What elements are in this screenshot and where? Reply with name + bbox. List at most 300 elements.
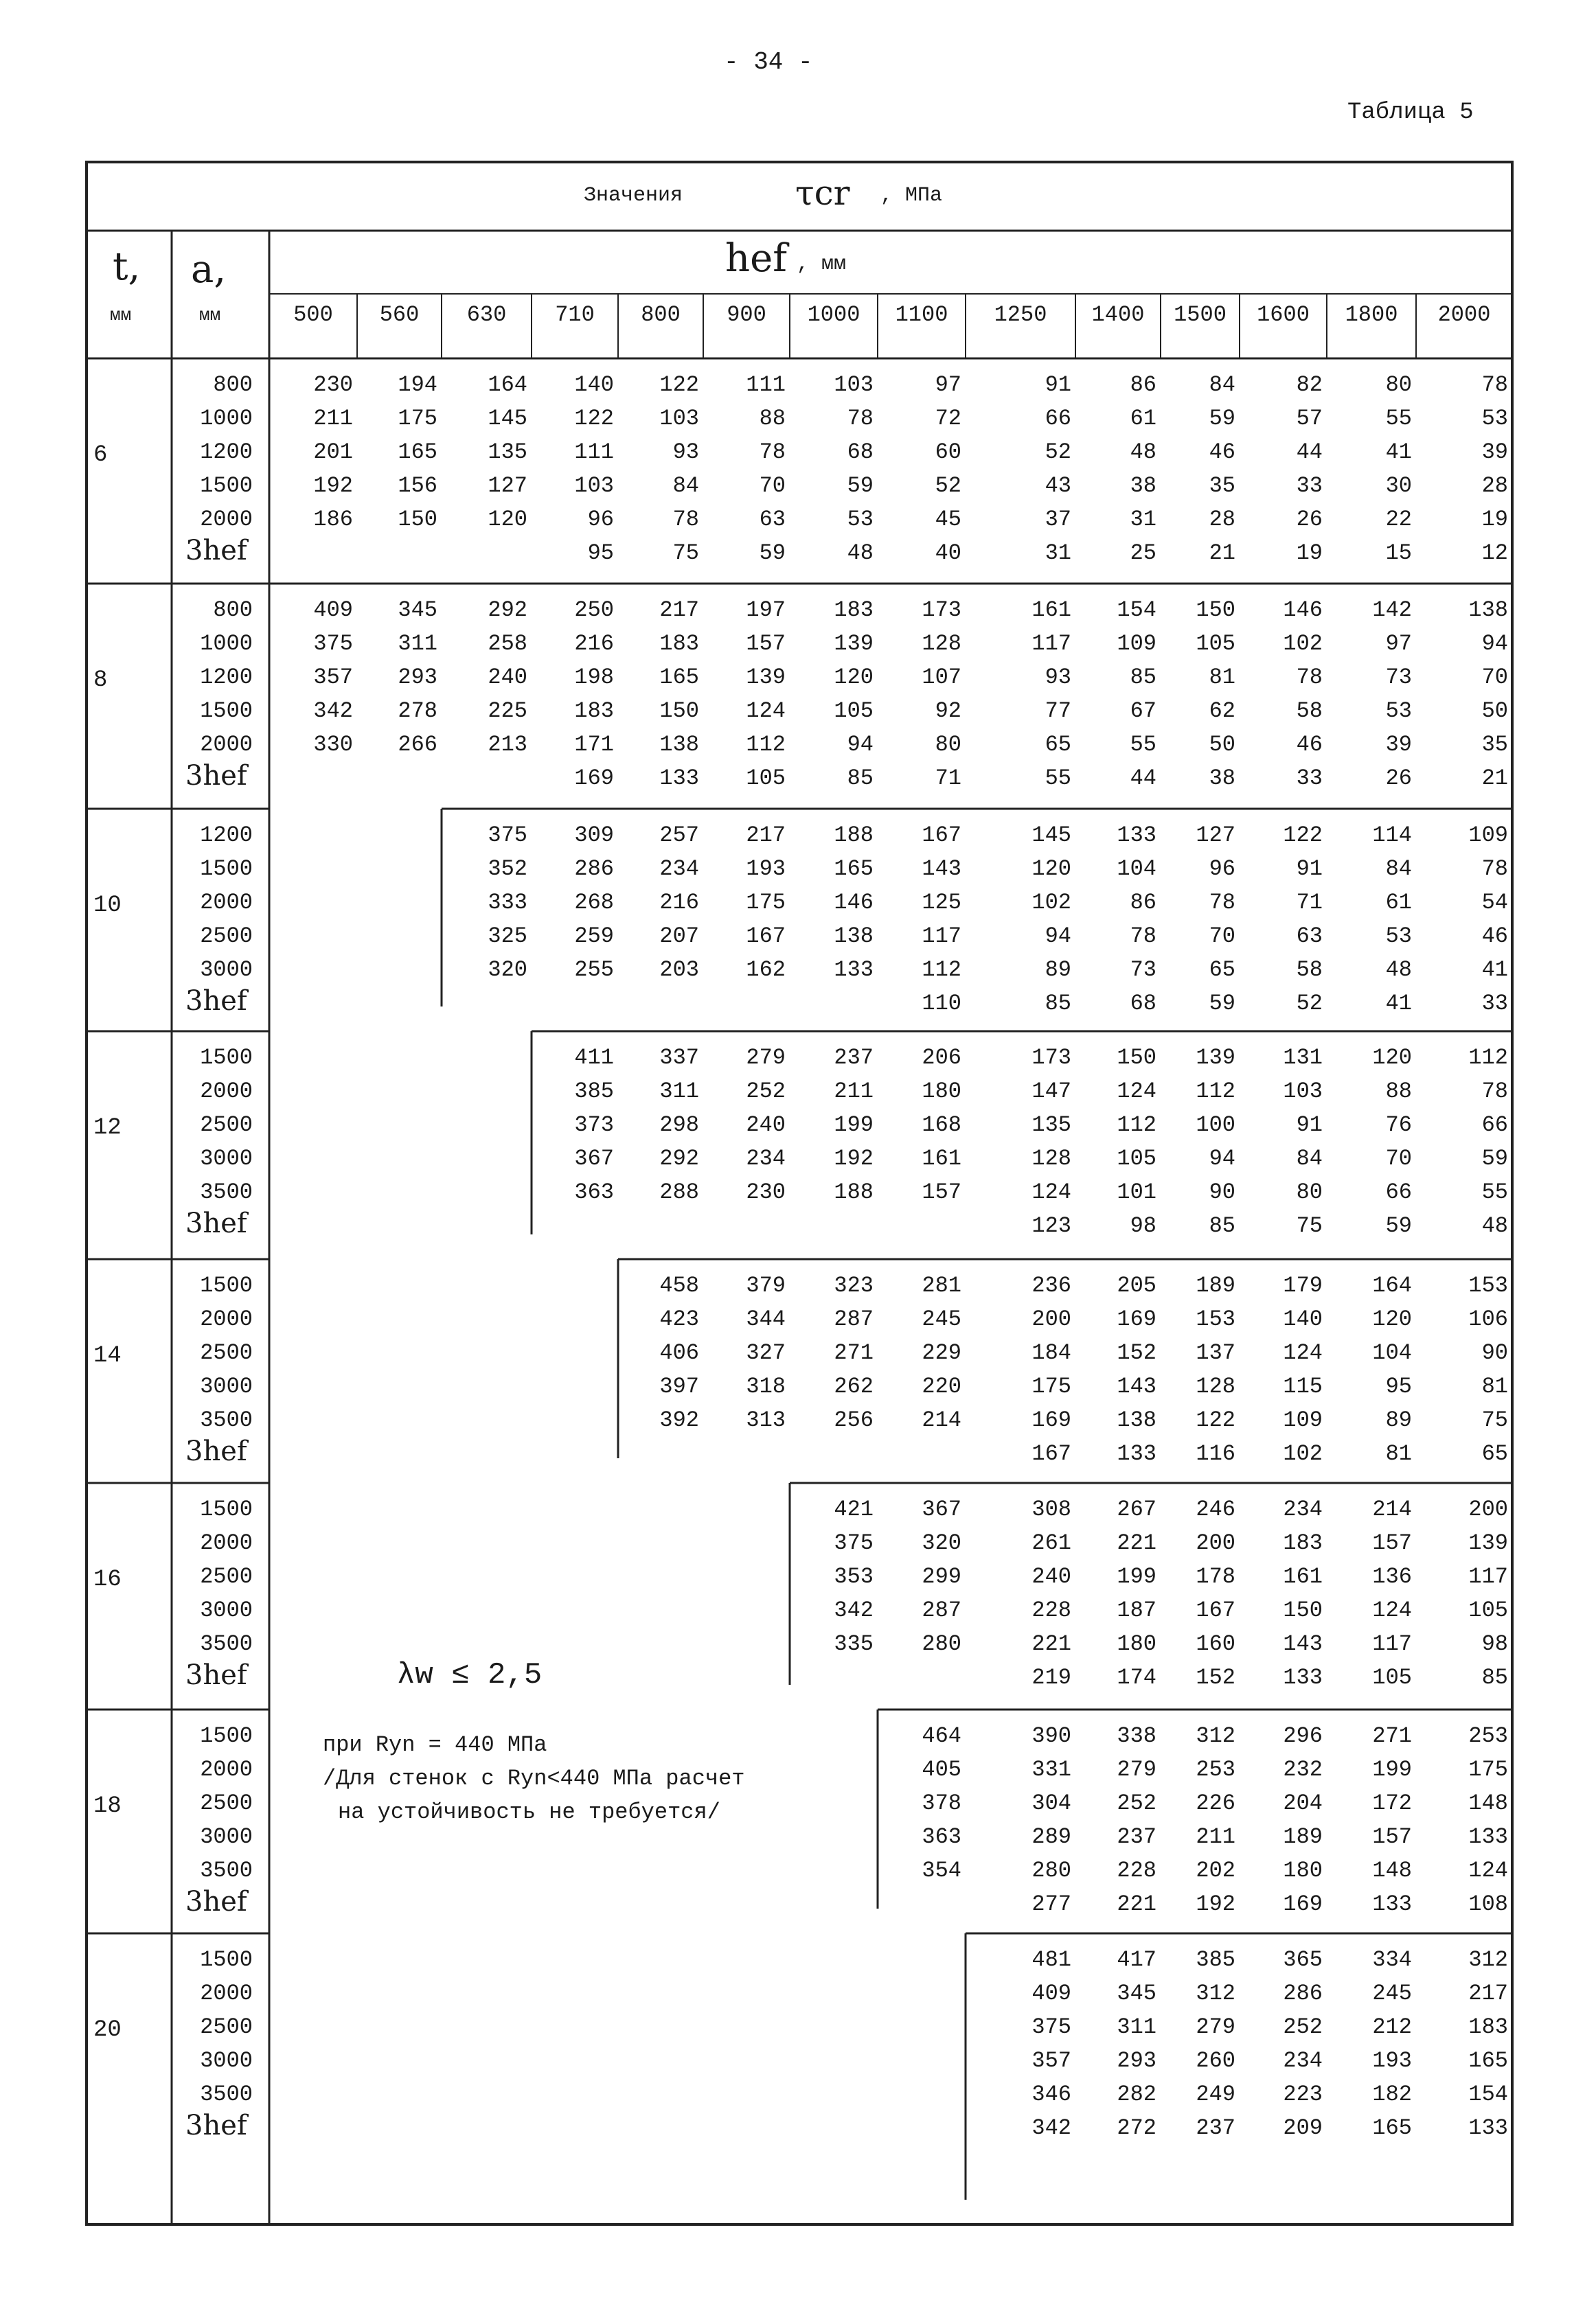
cell-t20-r3-c11: 234 bbox=[1283, 2048, 1323, 2073]
cell-t10-r1-c6: 165 bbox=[834, 856, 874, 882]
cell-t14-r4-c9: 138 bbox=[1117, 1407, 1156, 1433]
cell-t6-r2-c1: 165 bbox=[398, 439, 437, 465]
cell-t12-r0-c8: 173 bbox=[1031, 1045, 1071, 1070]
cell-t16-r1-c10: 200 bbox=[1196, 1530, 1235, 1556]
cell-t18-r0-c8: 390 bbox=[1031, 1723, 1071, 1749]
cell-t6-r0-c13: 78 bbox=[1481, 372, 1508, 398]
cell-t18-r2-c10: 226 bbox=[1196, 1791, 1235, 1816]
cell-t14-r0-c9: 205 bbox=[1117, 1273, 1156, 1298]
cell-t6-r4-c13: 19 bbox=[1481, 507, 1508, 532]
cell-t10-r4-c9: 73 bbox=[1130, 957, 1156, 982]
cell-t8-r1-c3: 216 bbox=[574, 631, 614, 656]
cell-t10-r2-c7: 125 bbox=[922, 890, 961, 915]
cell-t16-r2-c12: 136 bbox=[1372, 1564, 1412, 1589]
cell-t18-r4-c13: 124 bbox=[1468, 1858, 1508, 1883]
cell-t8-r1-c12: 97 bbox=[1385, 631, 1412, 656]
spacing-16-2000: 2000 bbox=[200, 1530, 253, 1556]
spacing-6-2000: 2000 bbox=[200, 507, 253, 532]
cell-t10-r3-c11: 63 bbox=[1296, 923, 1323, 949]
cell-t12-r3-c4: 292 bbox=[659, 1146, 699, 1171]
cell-t6-r4-c6: 53 bbox=[847, 507, 874, 532]
cell-t14-r4-c8: 169 bbox=[1031, 1407, 1071, 1433]
cell-t12-r3-c10: 94 bbox=[1209, 1146, 1235, 1171]
cell-t14-r3-c9: 143 bbox=[1117, 1374, 1156, 1399]
cell-t12-r3-c11: 84 bbox=[1296, 1146, 1323, 1171]
cell-t14-r3-c12: 95 bbox=[1385, 1374, 1412, 1399]
cell-t16-r5-c12: 105 bbox=[1372, 1665, 1412, 1690]
cell-t14-r5-c13: 65 bbox=[1481, 1441, 1508, 1466]
cell-t8-r2-c12: 73 bbox=[1385, 665, 1412, 690]
hef-col-2000: 2000 bbox=[1437, 302, 1491, 327]
cell-t14-r2-c8: 184 bbox=[1031, 1340, 1071, 1366]
cell-t6-r3-c9: 38 bbox=[1130, 473, 1156, 498]
spacing-14-3000: 3000 bbox=[200, 1374, 253, 1399]
cell-t10-r3-c5: 167 bbox=[746, 923, 786, 949]
cell-t8-r2-c2: 240 bbox=[488, 665, 527, 690]
cell-t6-r2-c12: 41 bbox=[1385, 439, 1412, 465]
cell-t8-r1-c6: 139 bbox=[834, 631, 874, 656]
cell-t18-r4-c9: 228 bbox=[1117, 1858, 1156, 1883]
cell-t12-r2-c12: 76 bbox=[1385, 1112, 1412, 1138]
cell-t20-r1-c9: 345 bbox=[1117, 1981, 1156, 2006]
lambda-condition: λw ≤ 2,5 bbox=[397, 1658, 543, 1692]
cell-t10-r3-c4: 207 bbox=[659, 923, 699, 949]
cell-t6-r5-c6: 48 bbox=[847, 540, 874, 566]
spacing-16-3000: 3000 bbox=[200, 1598, 253, 1623]
cell-t18-r0-c11: 296 bbox=[1283, 1723, 1323, 1749]
cell-t16-r2-c6: 353 bbox=[834, 1564, 874, 1589]
cell-t6-r0-c9: 86 bbox=[1130, 372, 1156, 398]
cell-t16-r2-c11: 161 bbox=[1283, 1564, 1323, 1589]
cell-t14-r1-c7: 245 bbox=[922, 1307, 961, 1332]
spacing-14-2000: 2000 bbox=[200, 1307, 253, 1332]
cell-t12-r3-c6: 192 bbox=[834, 1146, 874, 1171]
cell-t12-r4-c8: 124 bbox=[1031, 1180, 1071, 1205]
cell-t12-r0-c12: 120 bbox=[1372, 1045, 1412, 1070]
cell-t6-r4-c12: 22 bbox=[1385, 507, 1412, 532]
cell-t8-r3-c0: 342 bbox=[313, 698, 353, 724]
cell-t20-r5-c12: 165 bbox=[1372, 2115, 1412, 2141]
cell-t14-r1-c11: 140 bbox=[1283, 1307, 1323, 1332]
cell-t10-r2-c9: 86 bbox=[1130, 890, 1156, 915]
cell-t10-r0-c3: 309 bbox=[574, 822, 614, 848]
cell-t14-r4-c4: 392 bbox=[659, 1407, 699, 1433]
cell-t6-r3-c6: 59 bbox=[847, 473, 874, 498]
cell-t16-r0-c9: 267 bbox=[1117, 1497, 1156, 1522]
cell-t8-r0-c10: 150 bbox=[1196, 597, 1235, 623]
cell-t8-r3-c7: 92 bbox=[935, 698, 961, 724]
cell-t14-r4-c12: 89 bbox=[1385, 1407, 1412, 1433]
cell-t6-r3-c13: 28 bbox=[1481, 473, 1508, 498]
cell-t14-r3-c13: 81 bbox=[1481, 1374, 1508, 1399]
cell-t6-r1-c7: 72 bbox=[935, 406, 961, 431]
cell-t10-r1-c9: 104 bbox=[1117, 856, 1156, 882]
cell-t8-r5-c9: 44 bbox=[1130, 766, 1156, 791]
cell-t14-r2-c4: 406 bbox=[659, 1340, 699, 1366]
cell-t8-r3-c13: 50 bbox=[1481, 698, 1508, 724]
cell-t16-r2-c10: 178 bbox=[1196, 1564, 1235, 1589]
cell-t16-r5-c8: 219 bbox=[1031, 1665, 1071, 1690]
cell-t16-r3-c7: 287 bbox=[922, 1598, 961, 1623]
hef-col-1500: 1500 bbox=[1174, 302, 1227, 327]
hef-col-900: 900 bbox=[727, 302, 766, 327]
cell-t12-r0-c5: 279 bbox=[746, 1045, 786, 1070]
cell-t18-r5-c8: 277 bbox=[1031, 1891, 1071, 1917]
cell-t14-r4-c11: 109 bbox=[1283, 1407, 1323, 1433]
cell-t12-r2-c7: 168 bbox=[922, 1112, 961, 1138]
cell-t6-r3-c7: 52 bbox=[935, 473, 961, 498]
cell-t12-r2-c13: 66 bbox=[1481, 1112, 1508, 1138]
cell-t8-r1-c9: 109 bbox=[1117, 631, 1156, 656]
cell-t6-r1-c12: 55 bbox=[1385, 406, 1412, 431]
cell-t6-r0-c11: 82 bbox=[1296, 372, 1323, 398]
cell-t8-r5-c5: 105 bbox=[746, 766, 786, 791]
cell-t8-r0-c0: 409 bbox=[313, 597, 353, 623]
cell-t6-r4-c2: 120 bbox=[488, 507, 527, 532]
cell-t6-r3-c3: 103 bbox=[574, 473, 614, 498]
cell-t6-r1-c13: 53 bbox=[1481, 406, 1508, 431]
cell-t18-r5-c11: 169 bbox=[1283, 1891, 1323, 1917]
cell-t12-r1-c7: 180 bbox=[922, 1079, 961, 1104]
cell-t8-r4-c5: 112 bbox=[746, 732, 786, 757]
cell-t6-r5-c4: 75 bbox=[672, 540, 699, 566]
cell-t18-r4-c12: 148 bbox=[1372, 1858, 1412, 1883]
cell-t8-r4-c12: 39 bbox=[1385, 732, 1412, 757]
cell-t6-r1-c6: 78 bbox=[847, 406, 874, 431]
note-ryn-condition: при Ryn = 440 МПа bbox=[323, 1732, 547, 1758]
spacing-16-2500: 2500 bbox=[200, 1564, 253, 1589]
cell-t6-r1-c11: 57 bbox=[1296, 406, 1323, 431]
cell-t12-r4-c4: 288 bbox=[659, 1180, 699, 1205]
cell-t10-r4-c5: 162 bbox=[746, 957, 786, 982]
cell-t6-r3-c0: 192 bbox=[313, 473, 353, 498]
cell-t18-r3-c11: 189 bbox=[1283, 1824, 1323, 1850]
hef-header-symbol: hef bbox=[725, 236, 787, 281]
cell-t10-r0-c5: 217 bbox=[746, 822, 786, 848]
cell-t14-r5-c8: 167 bbox=[1031, 1441, 1071, 1466]
cell-t10-r1-c7: 143 bbox=[922, 856, 961, 882]
cell-t16-r4-c11: 143 bbox=[1283, 1631, 1323, 1657]
cell-t8-r3-c1: 278 bbox=[398, 698, 437, 724]
cell-t20-r3-c10: 260 bbox=[1196, 2048, 1235, 2073]
cell-t16-r4-c6: 335 bbox=[834, 1631, 874, 1657]
cell-t12-r5-c13: 48 bbox=[1481, 1213, 1508, 1239]
cell-t18-r1-c8: 331 bbox=[1031, 1757, 1071, 1782]
spacing-6-1000: 1000 bbox=[200, 406, 253, 431]
cell-t6-r2-c4: 93 bbox=[672, 439, 699, 465]
cell-t6-r4-c1: 150 bbox=[398, 507, 437, 532]
cell-t10-r4-c7: 112 bbox=[922, 957, 961, 982]
spacing-8-800: 800 bbox=[213, 597, 253, 623]
cell-t10-r1-c3: 286 bbox=[574, 856, 614, 882]
cell-t18-r2-c9: 252 bbox=[1117, 1791, 1156, 1816]
cell-t16-r3-c11: 150 bbox=[1283, 1598, 1323, 1623]
cell-t10-r3-c3: 259 bbox=[574, 923, 614, 949]
cell-t18-r1-c7: 405 bbox=[922, 1757, 961, 1782]
cell-t10-r3-c6: 138 bbox=[834, 923, 874, 949]
cell-t16-r3-c9: 187 bbox=[1117, 1598, 1156, 1623]
cell-t10-r5-c7: 110 bbox=[922, 991, 961, 1016]
cell-t12-r0-c11: 131 bbox=[1283, 1045, 1323, 1070]
cell-t18-r2-c13: 148 bbox=[1468, 1791, 1508, 1816]
cell-t6-r3-c8: 43 bbox=[1045, 473, 1071, 498]
cell-t18-r5-c9: 221 bbox=[1117, 1891, 1156, 1917]
cell-t10-r1-c2: 352 bbox=[488, 856, 527, 882]
cell-t16-r2-c8: 240 bbox=[1031, 1564, 1071, 1589]
hef-header-unit: , мм bbox=[797, 253, 847, 276]
cell-t12-r1-c13: 78 bbox=[1481, 1079, 1508, 1104]
spacing-10-2000: 2000 bbox=[200, 890, 253, 915]
cell-t14-r0-c11: 179 bbox=[1283, 1273, 1323, 1298]
a-header-symbol: a, bbox=[191, 247, 227, 292]
cell-t20-r1-c8: 409 bbox=[1031, 1981, 1071, 2006]
cell-t14-r4-c6: 256 bbox=[834, 1407, 874, 1433]
cell-t12-r2-c11: 91 bbox=[1296, 1112, 1323, 1138]
cell-t18-r2-c8: 304 bbox=[1031, 1791, 1071, 1816]
cell-t6-r0-c2: 164 bbox=[488, 372, 527, 398]
cell-t20-r2-c10: 279 bbox=[1196, 2014, 1235, 2040]
hef-col-1800: 1800 bbox=[1345, 302, 1398, 327]
cell-t12-r4-c3: 363 bbox=[574, 1180, 614, 1205]
cell-t16-r0-c8: 308 bbox=[1031, 1497, 1071, 1522]
cell-t6-r1-c4: 103 bbox=[659, 406, 699, 431]
cell-t20-r0-c8: 481 bbox=[1031, 1947, 1071, 1972]
cell-t6-r5-c11: 19 bbox=[1296, 540, 1323, 566]
cell-t20-r0-c13: 312 bbox=[1468, 1947, 1508, 1972]
spacing-18-3000: 3000 bbox=[200, 1824, 253, 1850]
thickness-10: 10 bbox=[93, 893, 122, 919]
cell-t6-r5-c13: 12 bbox=[1481, 540, 1508, 566]
cell-t6-r0-c10: 84 bbox=[1209, 372, 1235, 398]
cell-t8-r5-c7: 71 bbox=[935, 766, 961, 791]
cell-t16-r3-c13: 105 bbox=[1468, 1598, 1508, 1623]
cell-t8-r3-c5: 124 bbox=[746, 698, 786, 724]
cell-t8-r5-c13: 21 bbox=[1481, 766, 1508, 791]
spacing-14-2500: 2500 bbox=[200, 1340, 253, 1366]
cell-t16-r5-c10: 152 bbox=[1196, 1665, 1235, 1690]
cell-t6-r5-c7: 40 bbox=[935, 540, 961, 566]
thickness-16: 16 bbox=[93, 1567, 122, 1593]
cell-t6-r4-c0: 186 bbox=[313, 507, 353, 532]
spacing-18-1500: 1500 bbox=[200, 1723, 253, 1749]
cell-t10-r4-c13: 41 bbox=[1481, 957, 1508, 982]
spacing-20-3500: 3500 bbox=[200, 2082, 253, 2107]
cell-t8-r3-c10: 62 bbox=[1209, 698, 1235, 724]
cell-t14-r1-c10: 153 bbox=[1196, 1307, 1235, 1332]
cell-t10-r1-c10: 96 bbox=[1209, 856, 1235, 882]
cell-t16-r5-c9: 174 bbox=[1117, 1665, 1156, 1690]
cell-t10-r0-c2: 375 bbox=[488, 822, 527, 848]
cell-t6-r2-c5: 78 bbox=[759, 439, 786, 465]
cell-t6-r2-c6: 68 bbox=[847, 439, 874, 465]
cell-t18-r4-c8: 280 bbox=[1031, 1858, 1071, 1883]
cell-t12-r1-c12: 88 bbox=[1385, 1079, 1412, 1104]
cell-t10-r2-c6: 146 bbox=[834, 890, 874, 915]
cell-t8-r3-c12: 53 bbox=[1385, 698, 1412, 724]
cell-t10-r0-c6: 188 bbox=[834, 822, 874, 848]
cell-t10-r4-c10: 65 bbox=[1209, 957, 1235, 982]
spacing-8-1200: 1200 bbox=[200, 665, 253, 690]
cell-t6-r3-c10: 35 bbox=[1209, 473, 1235, 498]
cell-t14-r0-c5: 379 bbox=[746, 1273, 786, 1298]
note-remark-line-1: /Для стенок с Ryn<440 МПа расчет bbox=[323, 1766, 745, 1791]
cell-t8-r5-c11: 33 bbox=[1296, 766, 1323, 791]
cell-t10-r3-c2: 325 bbox=[488, 923, 527, 949]
spacing-18-2000: 2000 bbox=[200, 1757, 253, 1782]
spacing-8-1000: 1000 bbox=[200, 631, 253, 656]
cell-t18-r1-c12: 199 bbox=[1372, 1757, 1412, 1782]
cell-t20-r0-c11: 365 bbox=[1283, 1947, 1323, 1972]
cell-t8-r3-c4: 150 bbox=[659, 698, 699, 724]
cell-t6-r4-c5: 63 bbox=[759, 507, 786, 532]
cell-t6-r0-c12: 80 bbox=[1385, 372, 1412, 398]
cell-t12-r1-c8: 147 bbox=[1031, 1079, 1071, 1104]
cell-t14-r1-c9: 169 bbox=[1117, 1307, 1156, 1332]
cell-t18-r0-c7: 464 bbox=[922, 1723, 961, 1749]
cell-t12-r1-c4: 311 bbox=[659, 1079, 699, 1104]
cell-t8-r2-c3: 198 bbox=[574, 665, 614, 690]
cell-t10-r1-c11: 91 bbox=[1296, 856, 1323, 882]
cell-t6-r4-c7: 45 bbox=[935, 507, 961, 532]
cell-t10-r2-c11: 71 bbox=[1296, 890, 1323, 915]
cell-t14-r2-c13: 90 bbox=[1481, 1340, 1508, 1366]
cell-t10-r0-c4: 257 bbox=[659, 822, 699, 848]
cell-t18-r4-c10: 202 bbox=[1196, 1858, 1235, 1883]
cell-t10-r1-c5: 193 bbox=[746, 856, 786, 882]
cell-t18-r3-c10: 211 bbox=[1196, 1824, 1235, 1850]
cell-t6-r5-c9: 25 bbox=[1130, 540, 1156, 566]
cell-t6-r2-c11: 44 bbox=[1296, 439, 1323, 465]
cell-t12-r3-c8: 128 bbox=[1031, 1146, 1071, 1171]
cell-t12-r2-c4: 298 bbox=[659, 1112, 699, 1138]
cell-t6-r1-c0: 211 bbox=[313, 406, 353, 431]
spacing-10-3hef: 3hef bbox=[185, 985, 247, 1017]
cell-t20-r4-c13: 154 bbox=[1468, 2082, 1508, 2107]
cell-t20-r2-c13: 183 bbox=[1468, 2014, 1508, 2040]
cell-t8-r2-c10: 81 bbox=[1209, 665, 1235, 690]
cell-t10-r3-c9: 78 bbox=[1130, 923, 1156, 949]
cell-t12-r2-c10: 100 bbox=[1196, 1112, 1235, 1138]
cell-t8-r4-c3: 171 bbox=[574, 732, 614, 757]
cell-t12-r0-c10: 139 bbox=[1196, 1045, 1235, 1070]
cell-t8-r4-c9: 55 bbox=[1130, 732, 1156, 757]
cell-t8-r5-c6: 85 bbox=[847, 766, 874, 791]
cell-t8-r2-c8: 93 bbox=[1045, 665, 1071, 690]
cell-t18-r0-c10: 312 bbox=[1196, 1723, 1235, 1749]
cell-t10-r1-c12: 84 bbox=[1385, 856, 1412, 882]
cell-t8-r0-c1: 345 bbox=[398, 597, 437, 623]
cell-t12-r4-c9: 101 bbox=[1117, 1180, 1156, 1205]
thickness-14: 14 bbox=[93, 1343, 122, 1369]
cell-t6-r3-c5: 70 bbox=[759, 473, 786, 498]
cell-t12-r1-c3: 385 bbox=[574, 1079, 614, 1104]
cell-t6-r1-c5: 88 bbox=[759, 406, 786, 431]
cell-t6-r0-c8: 91 bbox=[1045, 372, 1071, 398]
cell-t20-r2-c9: 311 bbox=[1117, 2014, 1156, 2040]
cell-t8-r0-c12: 142 bbox=[1372, 597, 1412, 623]
cell-t6-r0-c4: 122 bbox=[659, 372, 699, 398]
cell-t8-r0-c9: 154 bbox=[1117, 597, 1156, 623]
spacing-20-3000: 3000 bbox=[200, 2048, 253, 2073]
cell-t6-r1-c8: 66 bbox=[1045, 406, 1071, 431]
cell-t12-r1-c10: 112 bbox=[1196, 1079, 1235, 1104]
cell-t12-r4-c13: 55 bbox=[1481, 1180, 1508, 1205]
cell-t10-r0-c9: 133 bbox=[1117, 822, 1156, 848]
cell-t16-r0-c10: 246 bbox=[1196, 1497, 1235, 1522]
cell-t14-r0-c7: 281 bbox=[922, 1273, 961, 1298]
cell-t20-r3-c12: 193 bbox=[1372, 2048, 1412, 2073]
hef-col-500: 500 bbox=[293, 302, 333, 327]
cell-t20-r4-c8: 346 bbox=[1031, 2082, 1071, 2107]
cell-t12-r5-c9: 98 bbox=[1130, 1213, 1156, 1239]
cell-t12-r1-c11: 103 bbox=[1283, 1079, 1323, 1104]
cell-t8-r1-c10: 105 bbox=[1196, 631, 1235, 656]
cell-t12-r5-c12: 59 bbox=[1385, 1213, 1412, 1239]
cell-t8-r0-c6: 183 bbox=[834, 597, 874, 623]
cell-t20-r5-c8: 342 bbox=[1031, 2115, 1071, 2141]
cell-t10-r4-c11: 58 bbox=[1296, 957, 1323, 982]
hef-col-710: 710 bbox=[555, 302, 595, 327]
cell-t8-r0-c13: 138 bbox=[1468, 597, 1508, 623]
cell-t20-r2-c11: 252 bbox=[1283, 2014, 1323, 2040]
cell-t8-r4-c1: 266 bbox=[398, 732, 437, 757]
cell-t6-r3-c2: 127 bbox=[488, 473, 527, 498]
table-title-word: Значения bbox=[584, 184, 683, 207]
cell-t10-r5-c8: 85 bbox=[1045, 991, 1071, 1016]
cell-t12-r3-c12: 70 bbox=[1385, 1146, 1412, 1171]
spacing-16-3500: 3500 bbox=[200, 1631, 253, 1657]
cell-t6-r5-c12: 15 bbox=[1385, 540, 1412, 566]
cell-t6-r1-c10: 59 bbox=[1209, 406, 1235, 431]
cell-t14-r1-c4: 423 bbox=[659, 1307, 699, 1332]
cell-t14-r5-c12: 81 bbox=[1385, 1441, 1412, 1466]
cell-t6-r3-c1: 156 bbox=[398, 473, 437, 498]
a-header-unit: мм bbox=[199, 305, 221, 325]
cell-t10-r3-c7: 117 bbox=[922, 923, 961, 949]
cell-t8-r5-c12: 26 bbox=[1385, 766, 1412, 791]
cell-t6-r1-c3: 122 bbox=[574, 406, 614, 431]
cell-t16-r1-c9: 221 bbox=[1117, 1530, 1156, 1556]
cell-t8-r4-c7: 80 bbox=[935, 732, 961, 757]
spacing-10-3000: 3000 bbox=[200, 957, 253, 982]
cell-t16-r2-c7: 299 bbox=[922, 1564, 961, 1589]
cell-t10-r2-c5: 175 bbox=[746, 890, 786, 915]
cell-t16-r1-c7: 320 bbox=[922, 1530, 961, 1556]
cell-t14-r5-c10: 116 bbox=[1196, 1441, 1235, 1466]
cell-t8-r1-c5: 157 bbox=[746, 631, 786, 656]
cell-t10-r3-c10: 70 bbox=[1209, 923, 1235, 949]
cell-t10-r2-c3: 268 bbox=[574, 890, 614, 915]
cell-t20-r5-c11: 209 bbox=[1283, 2115, 1323, 2141]
cell-t20-r4-c10: 249 bbox=[1196, 2082, 1235, 2107]
cell-t8-r0-c7: 173 bbox=[922, 597, 961, 623]
t-header-unit: мм bbox=[110, 305, 132, 325]
cell-t8-r3-c6: 105 bbox=[834, 698, 874, 724]
cell-t6-r2-c9: 48 bbox=[1130, 439, 1156, 465]
cell-t10-r0-c10: 127 bbox=[1196, 822, 1235, 848]
spacing-12-3500: 3500 bbox=[200, 1180, 253, 1205]
cell-t6-r5-c5: 59 bbox=[759, 540, 786, 566]
cell-t10-r5-c11: 52 bbox=[1296, 991, 1323, 1016]
cell-t8-r0-c4: 217 bbox=[659, 597, 699, 623]
cell-t10-r2-c12: 61 bbox=[1385, 890, 1412, 915]
cell-t12-r4-c6: 188 bbox=[834, 1180, 874, 1205]
cell-t20-r2-c8: 375 bbox=[1031, 2014, 1071, 2040]
cell-t14-r3-c4: 397 bbox=[659, 1374, 699, 1399]
cell-t20-r1-c13: 217 bbox=[1468, 1981, 1508, 2006]
cell-t8-r1-c0: 375 bbox=[313, 631, 353, 656]
cell-t20-r5-c13: 133 bbox=[1468, 2115, 1508, 2141]
